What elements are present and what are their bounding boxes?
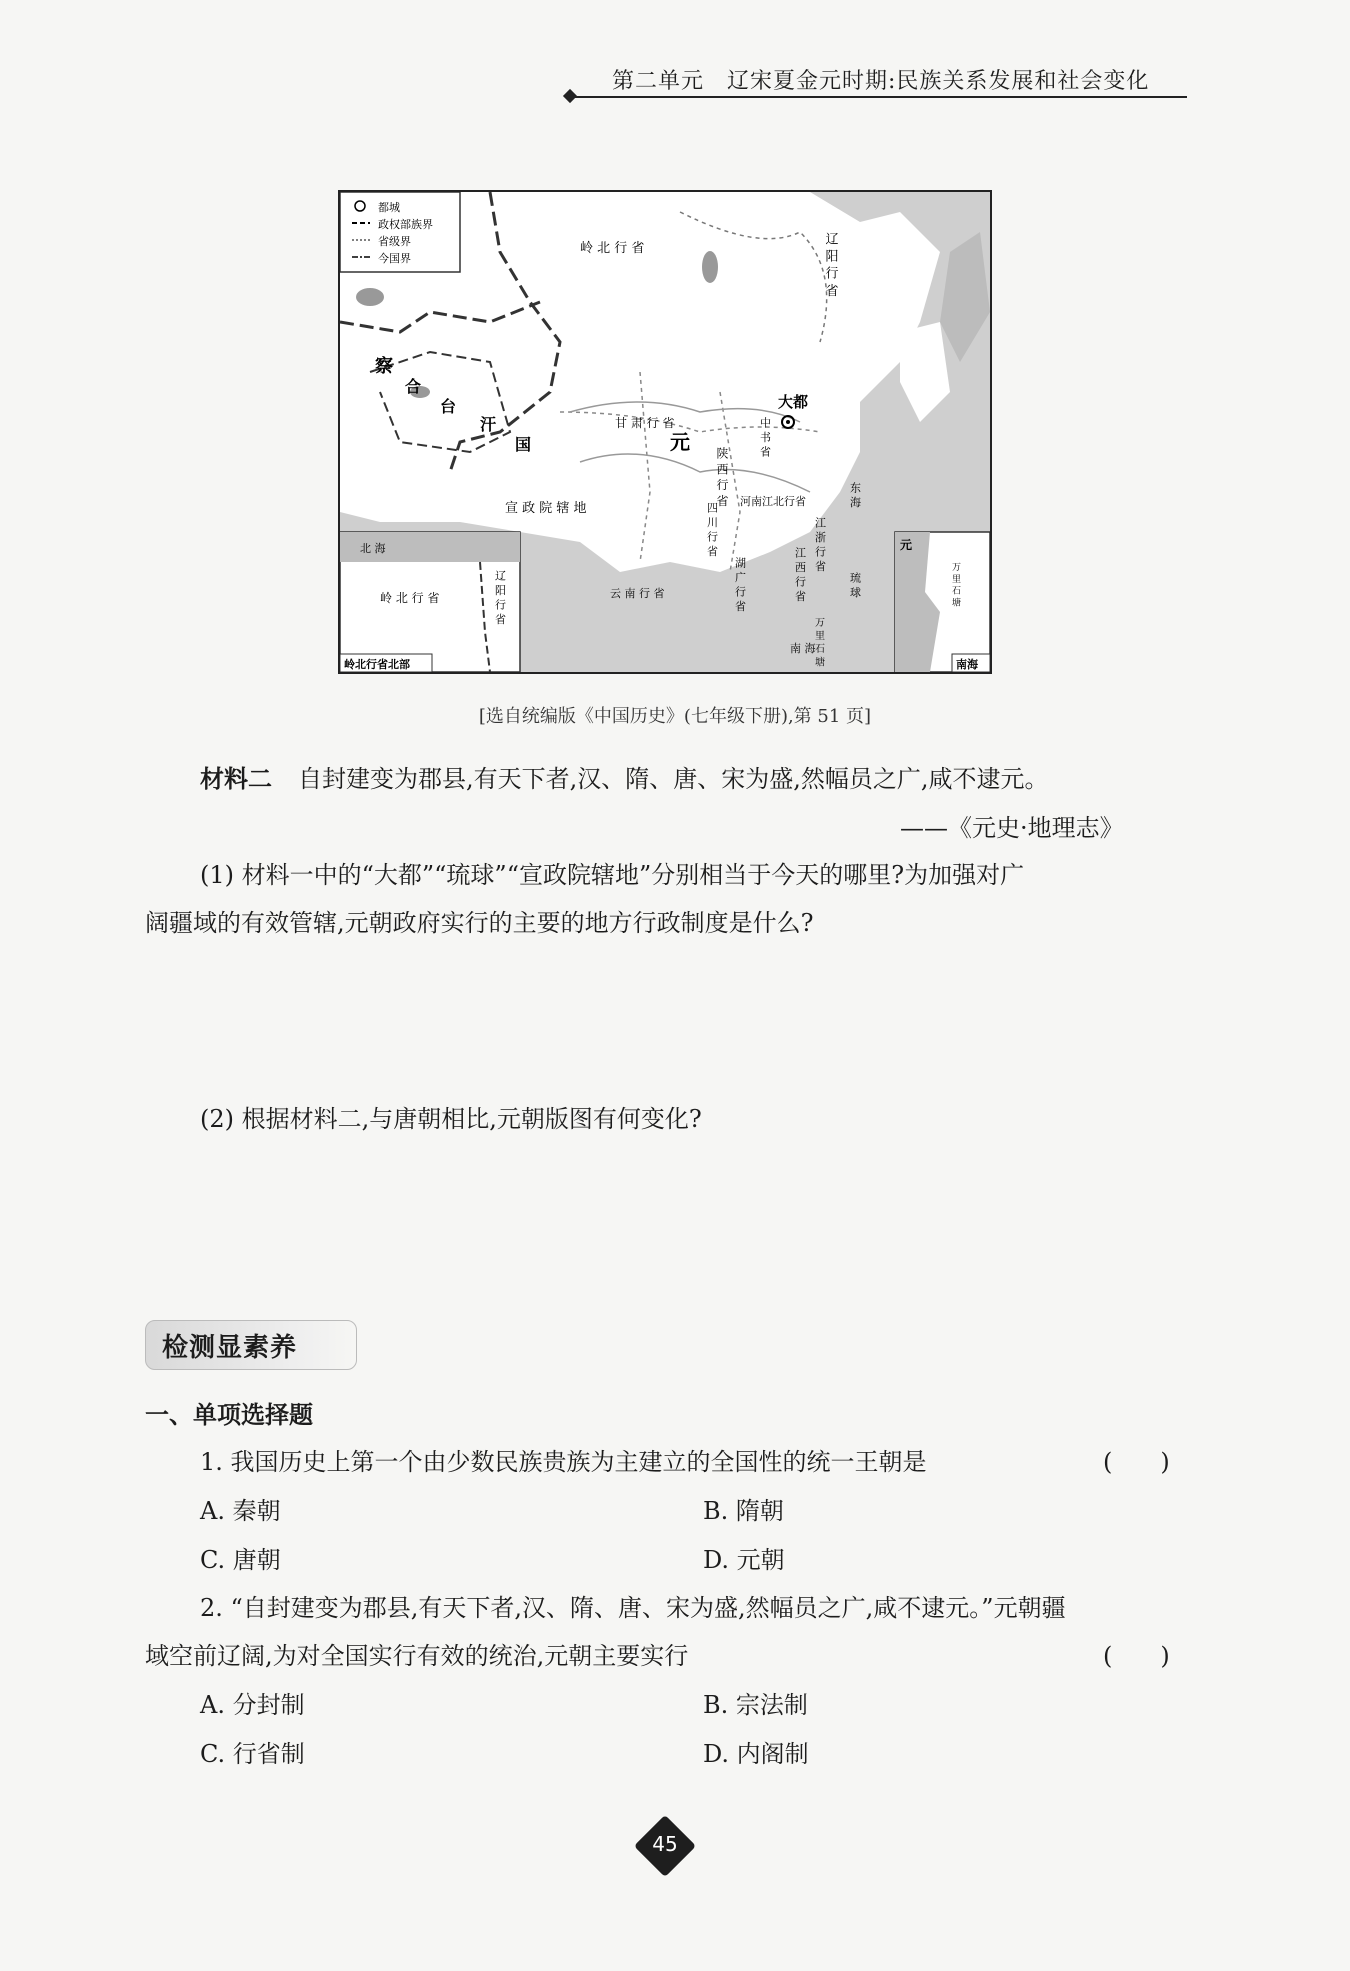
label-jiangxi: 江 西 行 省 [793, 547, 807, 602]
mcq-2-option-d[interactable]: D. 内阁制 [703, 1740, 809, 1768]
label-lingbei: 岭 北 行 省 [580, 241, 645, 256]
mcq-1-option-c[interactable]: C. 唐朝 [200, 1546, 281, 1574]
page-number: 45 [652, 1832, 678, 1856]
label-nanhai: 南 海 [790, 642, 816, 655]
label-gansu: 甘 肃 行 省 [615, 416, 675, 430]
label-chagatai-5: 国 [515, 435, 532, 454]
legend-province-border: 省级界 [378, 235, 411, 248]
question-2: (2) 根据材料二,与唐朝相比,元朝版图有何变化? [200, 1105, 702, 1133]
legend-capital: 都城 [378, 201, 400, 214]
mcq-2-option-c[interactable]: C. 行省制 [200, 1740, 305, 1768]
label-henan: 河南江北行省 [740, 495, 806, 508]
inset-left-liaoyang: 辽 阳 行 省 [493, 570, 507, 625]
label-yuan: 元 [670, 430, 690, 454]
label-donghai: 东 海 [848, 482, 862, 508]
label-liaoyang: 辽 阳 行 省 [822, 232, 838, 297]
mcq-2-stem-line2: 域空前辽阔,为对全国实行有效的统治,元朝主要实行 [145, 1642, 689, 1670]
label-xuanzheng: 宣 政 院 辖 地 [505, 501, 587, 516]
inset-left-lingbei: 岭 北 行 省 [380, 591, 440, 605]
mcq-2-answer-paren: ( ) [1103, 1642, 1170, 1670]
section-badge-label: 检测显素养 [162, 1333, 298, 1363]
label-yunnan: 云 南 行 省 [610, 587, 665, 600]
inset-south-sea [895, 532, 990, 672]
inset-right-caption: 南海 [956, 658, 978, 671]
label-chagatai-1: 察 [375, 356, 393, 377]
header-rule [575, 96, 1187, 98]
mcq-1-option-b[interactable]: B. 隋朝 [703, 1497, 784, 1525]
inset-right-wanli: 万 里 石 塘 [950, 562, 960, 607]
label-chagatai-3: 台 [440, 397, 457, 416]
inset-right-yuan: 元 [900, 538, 913, 552]
mcq-1-option-a[interactable]: A. 秦朝 [200, 1497, 281, 1525]
label-dadu: 大都 [778, 393, 809, 411]
inset-left-caption: 岭北行省北部 [344, 658, 410, 671]
question-1-line2: 阔疆域的有效管辖,元朝政府实行的主要的地方行政制度是什么? [145, 909, 814, 937]
mcq-1-answer-paren: ( ) [1103, 1448, 1170, 1476]
section-title: 一、单项选择题 [145, 1401, 313, 1429]
material2-block [200, 764, 1049, 795]
material2-source: ——《元史·地理志》 [900, 814, 1124, 842]
material2-text: 自封建变为郡县,有天下者,汉、隋、唐、宋为盛,然幅员之广,咸不逮元。 [298, 765, 1049, 793]
inset-left-sea: 北 海 [360, 542, 386, 555]
legend-national-border: 今国界 [378, 252, 411, 265]
legend-regime-border: 政权部族界 [378, 218, 433, 231]
label-chagatai-4: 汗 [480, 415, 497, 434]
section-badge [145, 1320, 357, 1370]
label-shaanxi: 陕 西 行 省 [715, 447, 729, 507]
label-wanli: 万 里 石 塘 [812, 617, 824, 667]
label-zhongshu: 中 书 省 [758, 417, 772, 457]
mcq-2-option-a[interactable]: A. 分封制 [200, 1691, 305, 1719]
page-header-title: 第二单元 辽宋夏金元时期:民族关系发展和社会变化 [612, 69, 1150, 94]
label-sichuan: 四 川 行 省 [705, 502, 719, 557]
mcq-2-option-b[interactable]: B. 宗法制 [703, 1691, 808, 1719]
material2-label: 材料二 [200, 765, 272, 793]
question-1-line1: (1) 材料一中的“大都”“琉球”“宣政院辖地”分别相当于今天的哪里?为加强对广 [200, 861, 1025, 889]
mcq-2-stem-line1: 2. “自封建变为郡县,有天下者,汉、隋、唐、宋为盛,然幅员之广,咸不逮元。”元朝疆 [200, 1594, 1066, 1622]
inset-lingbei-north [340, 532, 520, 672]
label-liuqiu: 琉 球 [848, 572, 862, 598]
label-jiangzhe: 江 浙 行 省 [813, 517, 827, 572]
label-chagatai-2: 合 [405, 377, 422, 396]
yuan-dynasty-map [338, 190, 992, 674]
mcq-1-option-d[interactable]: D. 元朝 [703, 1546, 785, 1574]
map-caption: [选自统编版《中国历史》(七年级下册),第 51 页] [478, 706, 872, 727]
label-huguang: 湖 广 行 省 [733, 557, 747, 612]
mcq-1-stem: 1. 我国历史上第一个由少数民族贵族为主建立的全国性的统一王朝是 [200, 1448, 927, 1476]
